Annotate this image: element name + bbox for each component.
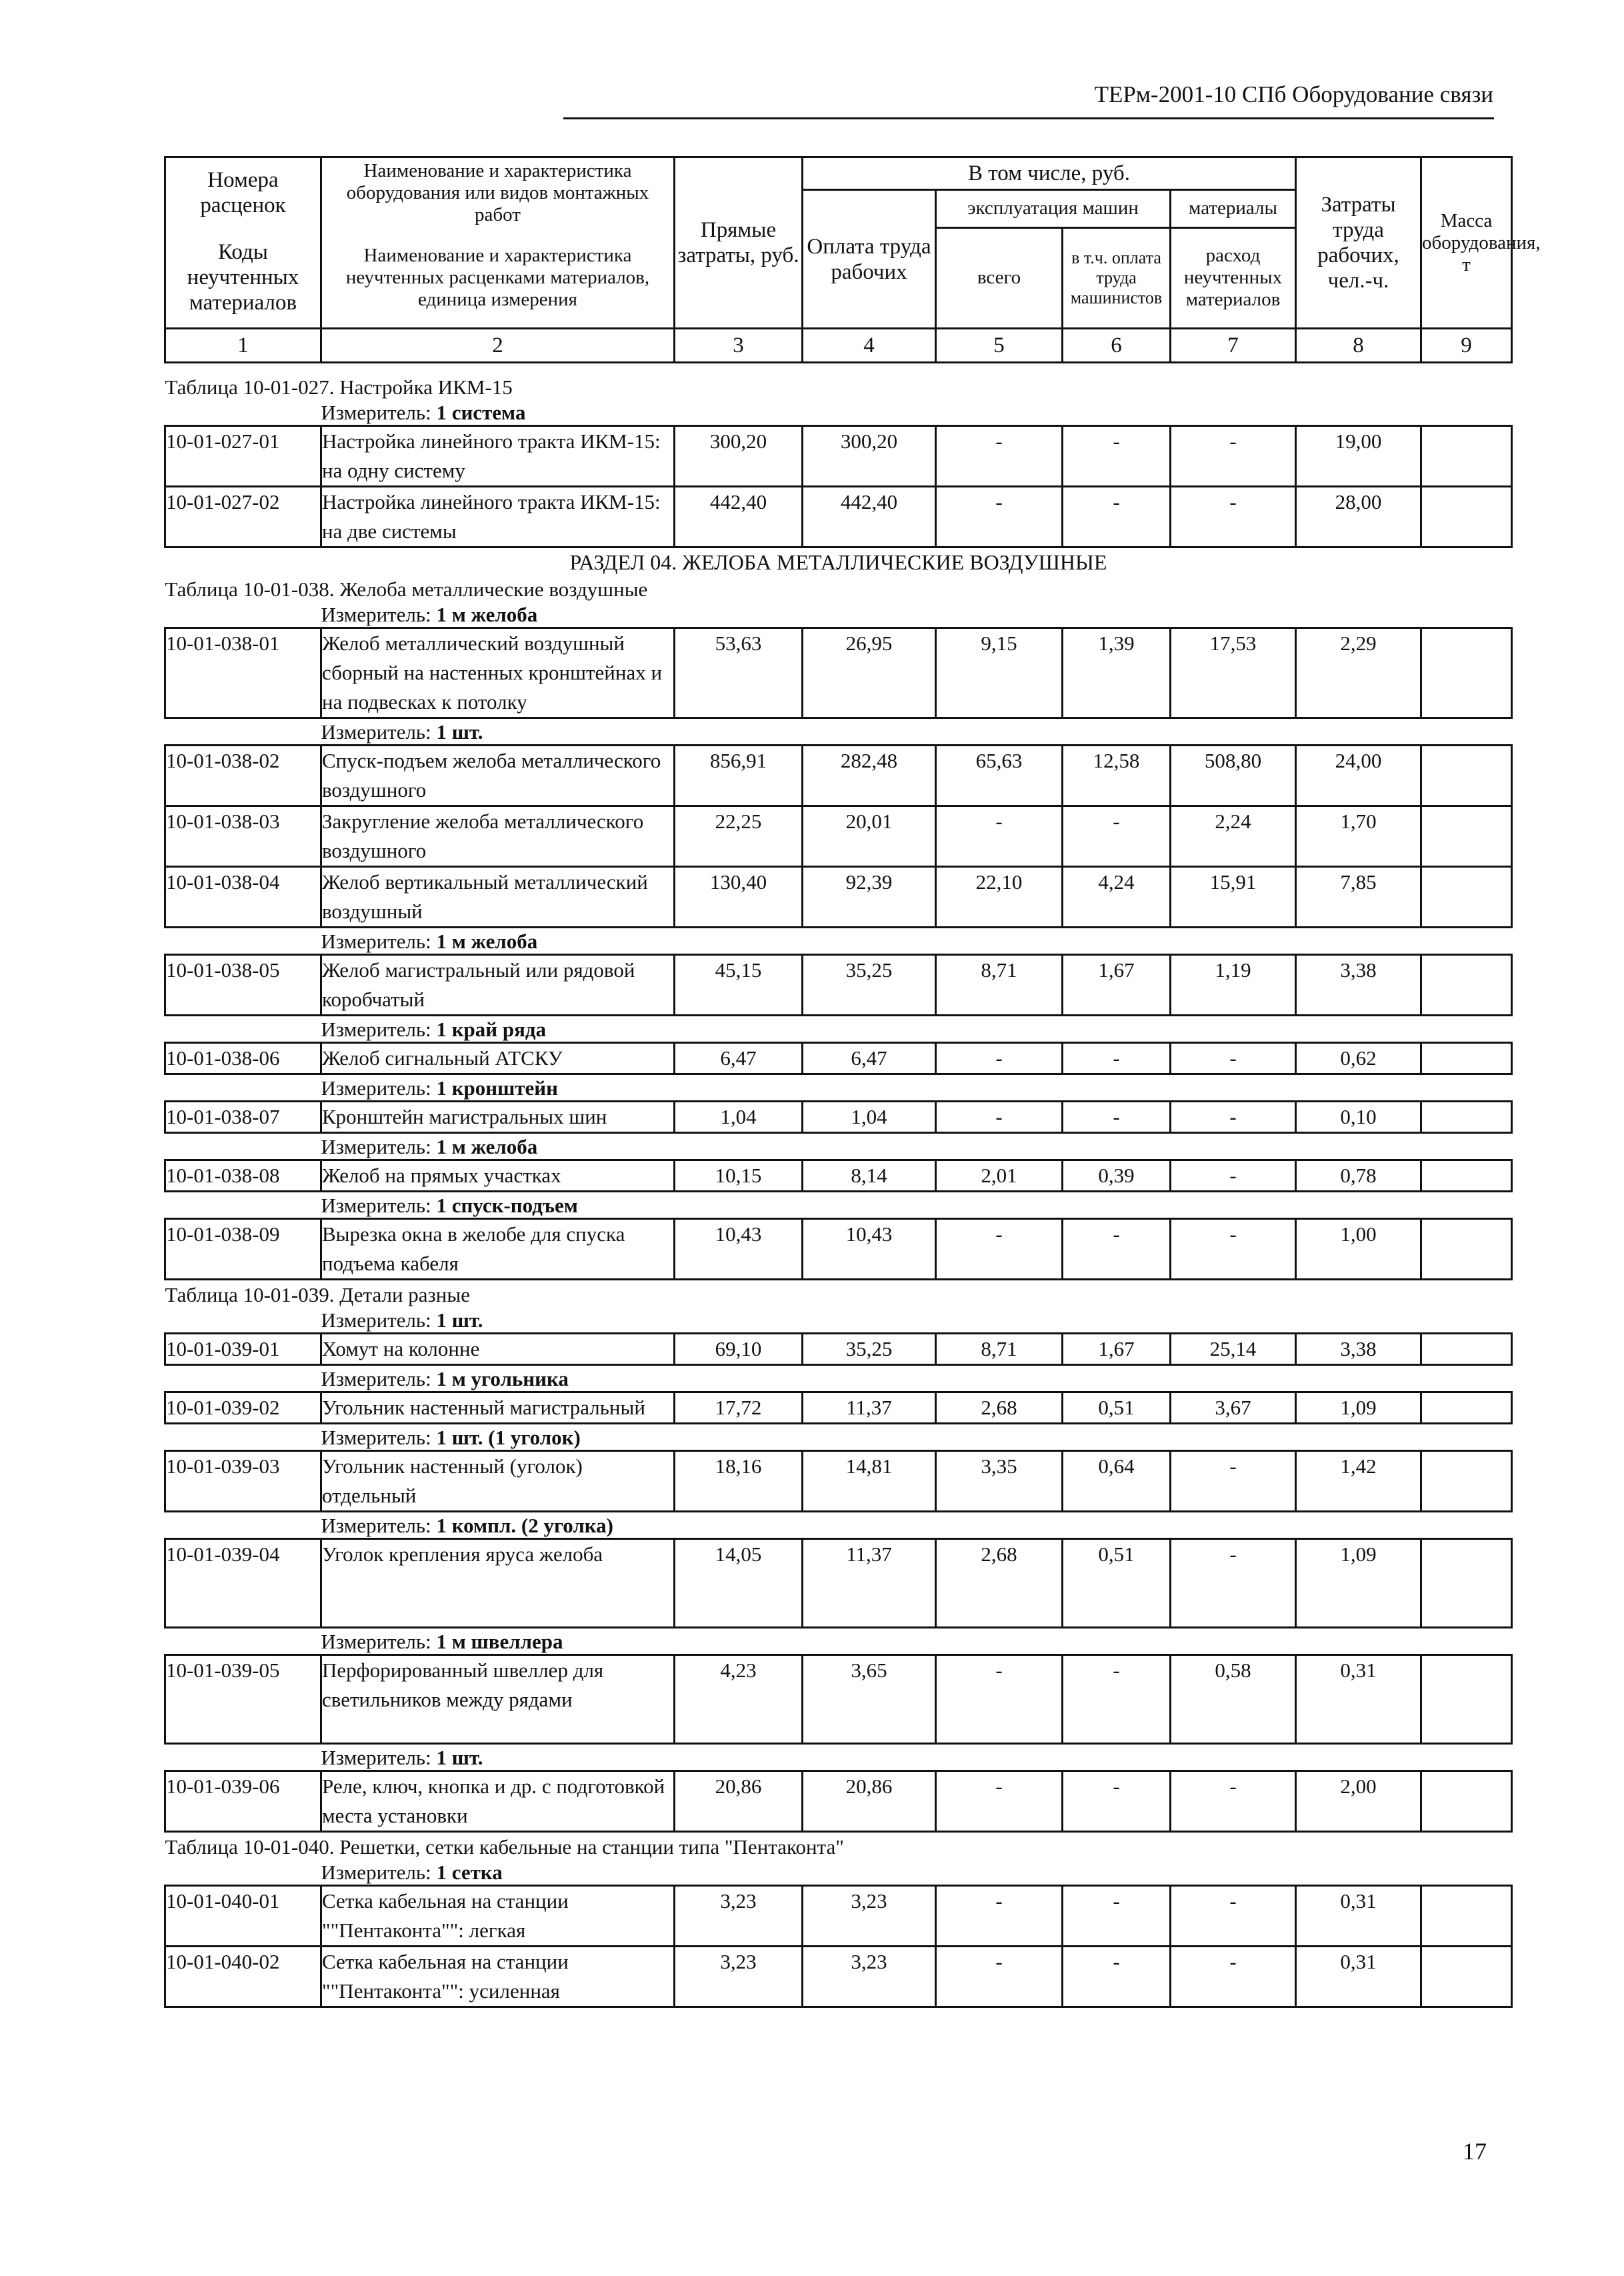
cell-material-usage: 15,91 bbox=[1171, 867, 1296, 928]
col-equipment-mass: Масса оборудования, т bbox=[1421, 157, 1512, 329]
rate-code: 10-01-038-05 bbox=[165, 955, 321, 1016]
measure-label: Измеритель: bbox=[321, 1194, 431, 1217]
rate-code: 10-01-038-06 bbox=[165, 1043, 321, 1074]
cell-direct-costs: 69,10 bbox=[675, 1334, 803, 1365]
cell-labor-hours: 1,09 bbox=[1296, 1392, 1421, 1424]
rate-description: Хомут на колонне bbox=[321, 1334, 675, 1365]
rate-description: Сетка кабельная на станции ""Пентаконта"": усиленная bbox=[321, 1947, 675, 2007]
cell-machinist-pay: 0,39 bbox=[1063, 1160, 1171, 1192]
table-row bbox=[165, 955, 1512, 1016]
rate-code: 10-01-027-02 bbox=[165, 487, 321, 547]
table-title: Таблица 10-01-039. Детали разные bbox=[165, 1283, 470, 1306]
measure-value: 1 м желоба bbox=[436, 1135, 538, 1158]
cell-equipment-mass bbox=[1421, 1539, 1512, 1628]
cell-material-usage: 25,14 bbox=[1171, 1334, 1296, 1365]
col-num-7: 7 bbox=[1171, 329, 1296, 363]
table-row bbox=[165, 1392, 1512, 1424]
rate-code: 10-01-039-01 bbox=[165, 1334, 321, 1365]
col-worker-pay: Оплата труда рабочих bbox=[803, 190, 936, 329]
cell-worker-pay: 20,86 bbox=[803, 1771, 936, 1832]
measure-label: Измеритель: bbox=[321, 1861, 431, 1884]
cell-direct-costs: 17,72 bbox=[675, 1392, 803, 1424]
table-row bbox=[165, 1102, 1512, 1133]
cell-labor-hours: 0,10 bbox=[1296, 1102, 1421, 1133]
cell-machines-total: - bbox=[936, 1771, 1063, 1832]
measure-label: Измеритель: bbox=[321, 1426, 431, 1449]
rate-code: 10-01-040-02 bbox=[165, 1947, 321, 2007]
cell-labor-hours: 1,00 bbox=[1296, 1219, 1421, 1280]
col-direct-costs: Прямые затраты, руб. bbox=[675, 157, 803, 329]
rate-description: Закругление желоба металлического воздушного bbox=[321, 806, 675, 867]
col-num-3: 3 bbox=[675, 329, 803, 363]
col-machinist-pay: в т.ч. оплата труда машинистов bbox=[1063, 227, 1171, 329]
measure-unit bbox=[321, 1512, 1512, 1539]
cell-material-usage: - bbox=[1171, 1219, 1296, 1280]
table-row bbox=[165, 1451, 1512, 1512]
cell-equipment-mass bbox=[1421, 1219, 1512, 1280]
measure-label: Измеритель: bbox=[321, 1630, 431, 1653]
cell-material-usage: 2,24 bbox=[1171, 806, 1296, 867]
rate-code: 10-01-038-01 bbox=[165, 628, 321, 718]
cell-machines-total: - bbox=[936, 487, 1063, 547]
table-body bbox=[165, 373, 1512, 2007]
cell-labor-hours: 24,00 bbox=[1296, 746, 1421, 806]
cell-equipment-mass bbox=[1421, 1043, 1512, 1074]
measure-label: Измеритель: bbox=[321, 1018, 431, 1041]
table-row bbox=[165, 1886, 1512, 1947]
col-work-name: Наименование и характеристика оборудования или видов монтажных работ bbox=[321, 157, 675, 228]
rate-code: 10-01-027-01 bbox=[165, 426, 321, 487]
col-num-1: 1 bbox=[165, 329, 321, 363]
cell-material-usage: - bbox=[1171, 487, 1296, 547]
cell-worker-pay: 35,25 bbox=[803, 955, 936, 1016]
col-num-5: 5 bbox=[936, 329, 1063, 363]
cell-labor-hours: 3,38 bbox=[1296, 955, 1421, 1016]
cell-labor-hours: 2,00 bbox=[1296, 1771, 1421, 1832]
table-title: Таблица 10-01-038. Желоба металлические воздушные bbox=[165, 578, 648, 601]
cell-equipment-mass bbox=[1421, 426, 1512, 487]
section-title: РАЗДЕЛ 04. ЖЕЛОБА МЕТАЛЛИЧЕСКИЕ ВОЗДУШНЫЕ bbox=[569, 550, 1107, 574]
cell-direct-costs: 18,16 bbox=[675, 1451, 803, 1512]
cell-machines-total: - bbox=[936, 1947, 1063, 2007]
cell-labor-hours: 1,42 bbox=[1296, 1451, 1421, 1512]
col-materials: материалы bbox=[1171, 190, 1296, 228]
cell-worker-pay: 8,14 bbox=[803, 1160, 936, 1192]
cell-worker-pay: 3,23 bbox=[803, 1886, 936, 1947]
table-row bbox=[165, 1655, 1512, 1744]
rate-description: Настройка линейного тракта ИКМ-15: на две системы bbox=[321, 487, 675, 547]
rate-description: Кронштейн магистральных шин bbox=[321, 1102, 675, 1133]
cell-worker-pay: 282,48 bbox=[803, 746, 936, 806]
table-row bbox=[165, 1160, 1512, 1192]
rate-description: Перфорированный швеллер для светильников между рядами bbox=[321, 1655, 675, 1744]
cell-labor-hours: 0,31 bbox=[1296, 1655, 1421, 1744]
cell-machines-total: 8,71 bbox=[936, 1334, 1063, 1365]
cell-machinist-pay: - bbox=[1063, 426, 1171, 487]
cell-material-usage: - bbox=[1171, 1102, 1296, 1133]
measure-unit bbox=[321, 1074, 1512, 1102]
rate-code: 10-01-038-02 bbox=[165, 746, 321, 806]
measure-label: Измеритель: bbox=[321, 603, 431, 626]
col-num-8: 8 bbox=[1296, 329, 1421, 363]
cell-direct-costs: 45,15 bbox=[675, 955, 803, 1016]
cell-labor-hours: 0,62 bbox=[1296, 1043, 1421, 1074]
rate-code: 10-01-038-09 bbox=[165, 1219, 321, 1280]
table-header bbox=[165, 157, 1541, 373]
cell-material-usage: 508,80 bbox=[1171, 746, 1296, 806]
cell-machines-total: 2,68 bbox=[936, 1392, 1063, 1424]
cell-material-usage: 0,58 bbox=[1171, 1655, 1296, 1744]
rates-table bbox=[164, 156, 1541, 2008]
measure-label: Измеритель: bbox=[321, 1367, 431, 1390]
measure-unit bbox=[321, 1016, 1512, 1043]
measure-value: 1 шт. bbox=[436, 720, 483, 744]
measure-label: Измеритель: bbox=[321, 1135, 431, 1158]
cell-direct-costs: 53,63 bbox=[675, 628, 803, 718]
cell-equipment-mass bbox=[1421, 867, 1512, 928]
cell-labor-hours: 1,09 bbox=[1296, 1539, 1421, 1628]
cell-machinist-pay: - bbox=[1063, 1771, 1171, 1832]
rate-description: Желоб магистральный или рядовой коробчатый bbox=[321, 955, 675, 1016]
cell-material-usage: - bbox=[1171, 1043, 1296, 1074]
cell-direct-costs: 1,04 bbox=[675, 1102, 803, 1133]
cell-worker-pay: 11,37 bbox=[803, 1392, 936, 1424]
measure-label: Измеритель: bbox=[321, 1076, 431, 1100]
rate-description: Желоб на прямых участках bbox=[321, 1160, 675, 1192]
rate-description: Настройка линейного тракта ИКМ-15: на одну систему bbox=[321, 426, 675, 487]
rate-description: Желоб металлический воздушный сборный на настенных кронштейнах и на подвесках к потолку bbox=[321, 628, 675, 718]
cell-material-usage: - bbox=[1171, 1771, 1296, 1832]
rate-code: 10-01-038-08 bbox=[165, 1160, 321, 1192]
cell-machines-total: 2,68 bbox=[936, 1539, 1063, 1628]
rate-description: Спуск-подъем желоба металлического воздушного bbox=[321, 746, 675, 806]
col-num-4: 4 bbox=[803, 329, 936, 363]
cell-direct-costs: 3,23 bbox=[675, 1947, 803, 2007]
cell-material-usage: - bbox=[1171, 1539, 1296, 1628]
cell-equipment-mass bbox=[1421, 806, 1512, 867]
measure-value: 1 спуск-подъем bbox=[436, 1194, 578, 1217]
col-labor-hours: Затраты труда рабочих, чел.-ч. bbox=[1296, 157, 1421, 329]
col-machines-total: всего bbox=[936, 227, 1063, 329]
cell-machinist-pay: - bbox=[1063, 1102, 1171, 1133]
cell-direct-costs: 14,05 bbox=[675, 1539, 803, 1628]
cell-machines-total: 22,10 bbox=[936, 867, 1063, 928]
table-row bbox=[165, 1219, 1512, 1280]
cell-labor-hours: 0,78 bbox=[1296, 1160, 1421, 1192]
measure-unit bbox=[321, 602, 1512, 628]
cell-material-usage: 3,67 bbox=[1171, 1392, 1296, 1424]
rate-code: 10-01-038-03 bbox=[165, 806, 321, 867]
rate-code: 10-01-038-07 bbox=[165, 1102, 321, 1133]
cell-worker-pay: 10,43 bbox=[803, 1219, 936, 1280]
measure-unit bbox=[321, 1859, 1512, 1886]
measure-unit bbox=[321, 399, 1512, 426]
cell-direct-costs: 3,23 bbox=[675, 1886, 803, 1947]
rate-description: Уголок крепления яруса желоба bbox=[321, 1539, 675, 1628]
cell-labor-hours: 1,70 bbox=[1296, 806, 1421, 867]
measure-label: Измеритель: bbox=[321, 401, 431, 424]
col-material-codes: Коды неучтенных материалов bbox=[165, 227, 321, 329]
cell-material-usage: - bbox=[1171, 1947, 1296, 2007]
cell-machinist-pay: 12,58 bbox=[1063, 746, 1171, 806]
table-row bbox=[165, 867, 1512, 928]
col-rates-number: Номера расценок bbox=[165, 157, 321, 228]
measure-label: Измеритель: bbox=[321, 1746, 431, 1769]
cell-labor-hours: 2,29 bbox=[1296, 628, 1421, 718]
table-row bbox=[165, 1947, 1512, 2007]
cell-machines-total: - bbox=[936, 1043, 1063, 1074]
cell-direct-costs: 442,40 bbox=[675, 487, 803, 547]
cell-equipment-mass bbox=[1421, 1771, 1512, 1832]
measure-value: 1 м угольника bbox=[436, 1367, 569, 1390]
cell-material-usage: - bbox=[1171, 1886, 1296, 1947]
cell-direct-costs: 4,23 bbox=[675, 1655, 803, 1744]
measure-value: 1 край ряда bbox=[436, 1018, 547, 1041]
col-num-2: 2 bbox=[321, 329, 675, 363]
table-title: Таблица 10-01-027. Настройка ИКМ-15 bbox=[165, 375, 513, 399]
measure-label: Измеритель: bbox=[321, 1308, 431, 1332]
cell-machines-total: 8,71 bbox=[936, 955, 1063, 1016]
cell-machines-total: - bbox=[936, 1886, 1063, 1947]
cell-worker-pay: 1,04 bbox=[803, 1102, 936, 1133]
rate-description: Вырезка окна в желобе для спуска подъема кабеля bbox=[321, 1219, 675, 1280]
rate-code: 10-01-039-02 bbox=[165, 1392, 321, 1424]
col-group-including: В том числе, руб. bbox=[803, 157, 1296, 190]
measure-label: Измеритель: bbox=[321, 930, 431, 953]
cell-machines-total: - bbox=[936, 426, 1063, 487]
cell-equipment-mass bbox=[1421, 1392, 1512, 1424]
measure-unit bbox=[321, 1424, 1512, 1451]
col-material-name: Наименование и характеристика неучтенных расценками материалов, единица измерения bbox=[321, 227, 675, 329]
cell-equipment-mass bbox=[1421, 1655, 1512, 1744]
cell-machinist-pay: - bbox=[1063, 487, 1171, 547]
cell-worker-pay: 442,40 bbox=[803, 487, 936, 547]
col-machines: эксплуатация машин bbox=[936, 190, 1171, 228]
cell-labor-hours: 28,00 bbox=[1296, 487, 1421, 547]
measure-unit bbox=[321, 1133, 1512, 1160]
cell-machines-total: 2,01 bbox=[936, 1160, 1063, 1192]
cell-worker-pay: 6,47 bbox=[803, 1043, 936, 1074]
measure-unit bbox=[321, 1628, 1512, 1655]
cell-machines-total: - bbox=[936, 1102, 1063, 1133]
col-material-usage: расход неучтенных материалов bbox=[1171, 227, 1296, 329]
cell-machinist-pay: - bbox=[1063, 806, 1171, 867]
cell-equipment-mass bbox=[1421, 628, 1512, 718]
measure-value: 1 шт. (1 уголок) bbox=[436, 1426, 581, 1449]
rate-description: Желоб сигнальный АТСКУ bbox=[321, 1043, 675, 1074]
col-num-9: 9 bbox=[1421, 329, 1512, 363]
table-row bbox=[165, 1043, 1512, 1074]
cell-machinist-pay: 1,67 bbox=[1063, 955, 1171, 1016]
rate-code: 10-01-038-04 bbox=[165, 867, 321, 928]
rate-code: 10-01-039-03 bbox=[165, 1451, 321, 1512]
cell-machinist-pay: - bbox=[1063, 1219, 1171, 1280]
cell-machinist-pay: 0,51 bbox=[1063, 1539, 1171, 1628]
measure-unit bbox=[321, 1192, 1512, 1219]
measure-value: 1 компл. (2 уголка) bbox=[436, 1514, 613, 1537]
cell-equipment-mass bbox=[1421, 1102, 1512, 1133]
cell-machines-total: - bbox=[936, 806, 1063, 867]
cell-direct-costs: 10,43 bbox=[675, 1219, 803, 1280]
cell-machinist-pay: 1,67 bbox=[1063, 1334, 1171, 1365]
rate-description: Желоб вертикальный металлический воздушный bbox=[321, 867, 675, 928]
cell-worker-pay: 92,39 bbox=[803, 867, 936, 928]
measure-label: Измеритель: bbox=[321, 720, 431, 744]
measure-value: 1 шт. bbox=[436, 1746, 483, 1769]
rate-code: 10-01-039-04 bbox=[165, 1539, 321, 1628]
cell-direct-costs: 10,15 bbox=[675, 1160, 803, 1192]
rate-description: Угольник настенный магистральный bbox=[321, 1392, 675, 1424]
measure-unit bbox=[321, 928, 1512, 955]
cell-labor-hours: 0,31 bbox=[1296, 1886, 1421, 1947]
page-number: 17 bbox=[1463, 2138, 1487, 2165]
cell-machinist-pay: - bbox=[1063, 1886, 1171, 1947]
table-row bbox=[165, 487, 1512, 547]
cell-machinist-pay: - bbox=[1063, 1655, 1171, 1744]
table-row bbox=[165, 1334, 1512, 1365]
rate-description: Реле, ключ, кнопка и др. с подготовкой места установки bbox=[321, 1771, 675, 1832]
cell-direct-costs: 856,91 bbox=[675, 746, 803, 806]
cell-machinist-pay: - bbox=[1063, 1043, 1171, 1074]
cell-machines-total: - bbox=[936, 1219, 1063, 1280]
cell-direct-costs: 20,86 bbox=[675, 1771, 803, 1832]
cell-material-usage: - bbox=[1171, 1160, 1296, 1192]
cell-worker-pay: 35,25 bbox=[803, 1334, 936, 1365]
measure-value: 1 м швеллера bbox=[436, 1630, 563, 1653]
cell-equipment-mass bbox=[1421, 1451, 1512, 1512]
cell-machinist-pay: 4,24 bbox=[1063, 867, 1171, 928]
measure-value: 1 сетка bbox=[436, 1861, 503, 1884]
cell-labor-hours: 7,85 bbox=[1296, 867, 1421, 928]
rate-code: 10-01-039-06 bbox=[165, 1771, 321, 1832]
table-row bbox=[165, 1771, 1512, 1832]
rate-description: Сетка кабельная на станции ""Пентаконта"": легкая bbox=[321, 1886, 675, 1947]
measure-unit bbox=[321, 718, 1512, 746]
measure-value: 1 м желоба bbox=[436, 603, 538, 626]
cell-machines-total: 65,63 bbox=[936, 746, 1063, 806]
measure-value: 1 кронштейн bbox=[436, 1076, 559, 1100]
cell-machinist-pay: 0,51 bbox=[1063, 1392, 1171, 1424]
table-row bbox=[165, 426, 1512, 487]
cell-worker-pay: 300,20 bbox=[803, 426, 936, 487]
cell-equipment-mass bbox=[1421, 1160, 1512, 1192]
page-header: ТЕРм-2001-10 СПб Оборудование связи bbox=[1094, 81, 1493, 107]
measure-unit bbox=[321, 1744, 1512, 1771]
measure-unit bbox=[321, 1307, 1512, 1334]
table-row bbox=[165, 1539, 1512, 1628]
col-num-6: 6 bbox=[1063, 329, 1171, 363]
cell-material-usage: - bbox=[1171, 1451, 1296, 1512]
cell-machines-total: 9,15 bbox=[936, 628, 1063, 718]
cell-equipment-mass bbox=[1421, 1947, 1512, 2007]
cell-equipment-mass bbox=[1421, 487, 1512, 547]
measure-value: 1 система bbox=[436, 401, 526, 424]
rate-description: Угольник настенный (уголок) отдельный bbox=[321, 1451, 675, 1512]
cell-direct-costs: 6,47 bbox=[675, 1043, 803, 1074]
cell-worker-pay: 20,01 bbox=[803, 806, 936, 867]
cell-equipment-mass bbox=[1421, 955, 1512, 1016]
cell-equipment-mass bbox=[1421, 1334, 1512, 1365]
cell-equipment-mass bbox=[1421, 746, 1512, 806]
rate-code: 10-01-039-05 bbox=[165, 1655, 321, 1744]
cell-material-usage: 1,19 bbox=[1171, 955, 1296, 1016]
cell-material-usage: - bbox=[1171, 426, 1296, 487]
cell-machinist-pay: - bbox=[1063, 1947, 1171, 2007]
cell-machinist-pay: 0,64 bbox=[1063, 1451, 1171, 1512]
cell-labor-hours: 19,00 bbox=[1296, 426, 1421, 487]
cell-labor-hours: 3,38 bbox=[1296, 1334, 1421, 1365]
measure-unit bbox=[321, 1365, 1512, 1392]
cell-equipment-mass bbox=[1421, 1886, 1512, 1947]
cell-machinist-pay: 1,39 bbox=[1063, 628, 1171, 718]
cell-machines-total: - bbox=[936, 1655, 1063, 1744]
cell-worker-pay: 3,65 bbox=[803, 1655, 936, 1744]
table-row bbox=[165, 806, 1512, 867]
cell-material-usage: 17,53 bbox=[1171, 628, 1296, 718]
measure-value: 1 м желоба bbox=[436, 930, 538, 953]
header-rule bbox=[563, 117, 1494, 119]
cell-labor-hours: 0,31 bbox=[1296, 1947, 1421, 2007]
cell-direct-costs: 22,25 bbox=[675, 806, 803, 867]
measure-value: 1 шт. bbox=[436, 1308, 483, 1332]
cell-worker-pay: 3,23 bbox=[803, 1947, 936, 2007]
cell-worker-pay: 11,37 bbox=[803, 1539, 936, 1628]
cell-worker-pay: 26,95 bbox=[803, 628, 936, 718]
cell-direct-costs: 130,40 bbox=[675, 867, 803, 928]
cell-machines-total: 3,35 bbox=[936, 1451, 1063, 1512]
cell-worker-pay: 14,81 bbox=[803, 1451, 936, 1512]
measure-label: Измеритель: bbox=[321, 1514, 431, 1537]
table-row bbox=[165, 746, 1512, 806]
cell-direct-costs: 300,20 bbox=[675, 426, 803, 487]
table-row bbox=[165, 628, 1512, 718]
table-title: Таблица 10-01-040. Решетки, сетки кабельные на станции типа "Пентаконта" bbox=[165, 1835, 844, 1859]
rate-code: 10-01-040-01 bbox=[165, 1886, 321, 1947]
